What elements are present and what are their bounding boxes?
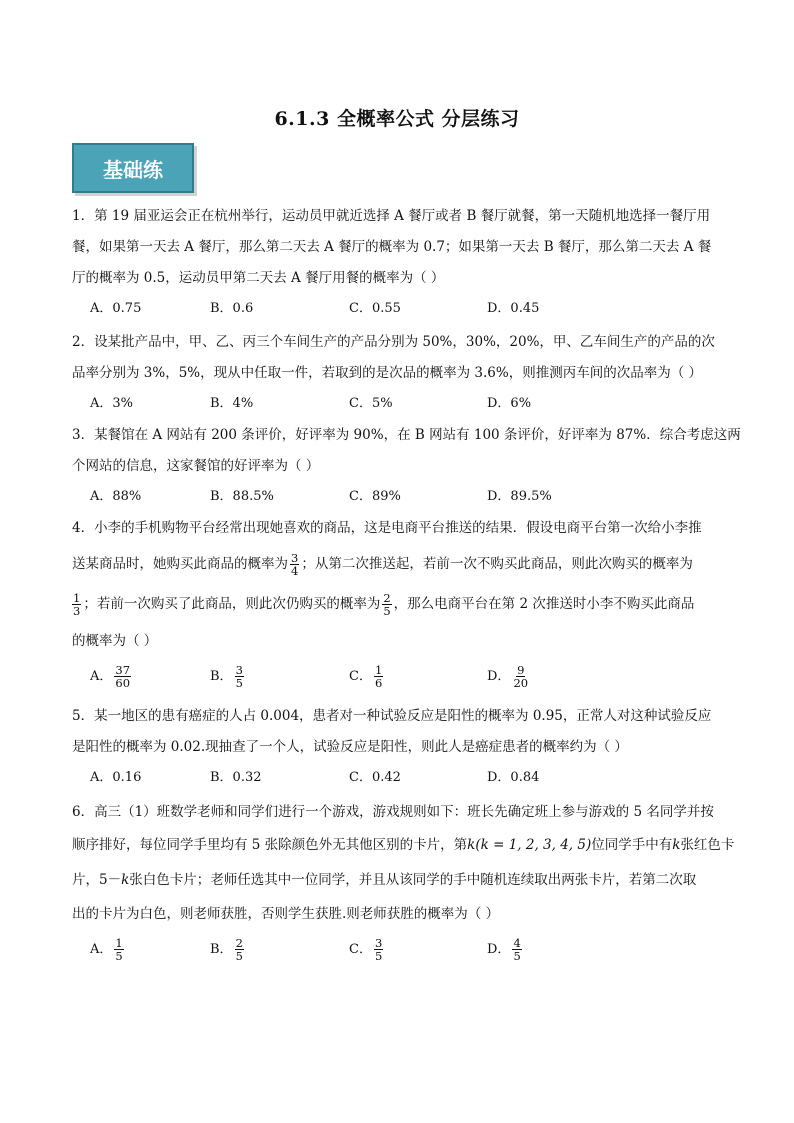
fraction-numerator: 3 [235,663,243,677]
q3-line-1: 3．某餐馆在 A 网站有 200 条评价，好评率为 90%，在 B 网站有 100 条评价，好评率为 87%．综合考虑这两 [72,427,741,443]
option-label: A． [90,669,113,684]
q5-option-c[interactable]: C．0.42 [349,770,401,785]
fraction-denominator: 5 [513,949,521,963]
fraction-denominator: 20 [513,676,529,690]
q3-option-b[interactable]: B．88.5% [210,489,274,504]
fraction-numerator: 1 [374,663,383,677]
q6-variable-k: k [467,837,476,853]
q6-k-range: (k = 1, 2, 3, 4, 5) [475,837,592,853]
fraction-numerator: 1 [73,591,81,605]
q5-option-a[interactable]: A．0.16 [90,770,142,785]
q6-line-3-text-a: 片，5－ [72,872,122,888]
option-label: C． [349,669,372,684]
fraction-denominator: 5 [235,676,243,690]
q6-variable-k: k [121,872,130,888]
fraction-denominator: 60 [115,676,131,690]
q6-line-2-text-b: 位同学手中有 [591,837,673,853]
fraction-numerator: 4 [513,936,521,950]
option-fraction [374,664,383,689]
q1-option-d[interactable]: D．0.45 [487,301,540,316]
q4-line-3-text-b: ，那么电商平台在第 2 次推送时小李不购买此商品 [393,596,695,612]
q6-option-d[interactable] [487,935,524,965]
q3-option-d[interactable]: D．89.5% [487,489,552,504]
fraction-numerator: 3 [291,551,299,565]
option-label: B． [210,942,233,957]
option-label: D． [487,669,511,684]
q4-line-2-text-a: 送某商品时，她购买此商品的概率为 [72,556,288,572]
option-fraction [512,937,521,962]
q1-option-c[interactable]: C．0.55 [349,301,401,316]
q4-fraction-2-5 [382,592,391,617]
option-label: D． [487,942,511,957]
q6-option-c[interactable] [349,935,385,965]
q5-line-1: 5．某一地区的患有癌症的人占 0.004，患者对一种试验反应是阳性的概率为 0.95，正常人对这种试验反应 [72,708,712,724]
fraction-numerator: 2 [235,936,243,950]
q4-line-2-text-b: ；从第二次推送起，若前一次不购买此商品，则此次购买的概率为 [301,556,693,572]
fraction-denominator: 5 [383,604,391,618]
q3-line-2: 个网站的信息，这家餐馆的好评率为（ ） [72,458,320,474]
q1-option-a[interactable]: A．0.75 [90,301,142,316]
q4-option-c[interactable] [349,662,385,692]
option-fraction [114,937,123,962]
fraction-denominator: 4 [291,564,299,578]
q2-option-a[interactable]: A．3% [90,396,134,411]
q4-line-3-text-a: ；若前一次购买了此商品，则此次仍购买的概率为 [83,596,381,612]
q6-line-2 [72,835,735,855]
option-fraction [235,664,244,689]
fraction-denominator: 3 [73,604,81,618]
option-fraction [512,664,529,689]
fraction-denominator: 5 [374,949,383,963]
q2-option-b[interactable]: B．4% [210,396,254,411]
fraction-numerator: 1 [115,936,123,950]
fraction-numerator: 9 [517,663,525,677]
q1-line-2: 餐，如果第一天去 A 餐厅，那么第二天去 A 餐厅的概率为 0.7；如果第一天去 B 餐厅，那么第二天去 A 餐 [72,239,712,255]
q1-option-b[interactable]: B．0.6 [210,301,254,316]
q6-line-2-text-a: 顺序排好，每位同学手里均有 5 张除颜色外无其他区别的卡片，第 [72,837,468,853]
q6-line-2-text-b2: 张红色卡 [680,837,735,853]
option-label: A． [90,942,113,957]
q4-line-1: 4．小李的手机购物平台经常出现她喜欢的商品，这是电商平台推送的结果．假设电商平台第一次给小李推 [72,520,702,536]
fraction-numerator: 3 [374,936,383,950]
fraction-denominator: 5 [235,949,243,963]
q4-line-4: 的概率为（ ） [72,633,158,649]
option-fraction [114,664,131,689]
q2-option-c[interactable]: C．5% [349,396,393,411]
q6-line-4: 出的卡片为白色，则老师获胜，否则学生获胜.则老师获胜的概率为（ ） [72,906,500,922]
fraction-numerator: 37 [115,663,131,677]
q3-option-c[interactable]: C．89% [349,489,401,504]
q4-option-a[interactable] [90,662,133,692]
q4-line-3 [72,590,722,618]
q1-line-1: 1．第 19 届亚运会正在杭州举行，运动员甲就近选择 A 餐厅或者 B 餐厅就餐，第一天随机地选择一餐厅用 [72,208,711,224]
q4-option-b[interactable] [210,662,246,692]
fraction-numerator: 2 [383,591,391,605]
q5-option-b[interactable]: B．0.32 [210,770,262,785]
option-label: C． [349,942,372,957]
q5-line-2: 是阳性的概率为 0.02.现抽查了一个人，试验反应是阳性，则此人是癌症患者的概率约为（ ） [72,739,628,755]
option-fraction [374,937,383,962]
q6-line-1: 6．高三（1）班数学老师和同学们进行一个游戏，游戏规则如下：班长先确定班上参与游戏的 5 名同学并按 [72,804,714,820]
q4-fraction-1-3 [72,592,81,617]
q3-option-a[interactable]: A．88% [90,489,142,504]
q5-option-d[interactable]: D．0.84 [487,770,540,785]
q2-option-d[interactable]: D．6% [487,396,532,411]
section-badge: 基础练 [72,143,194,193]
q4-line-2 [72,550,722,578]
q1-line-3: 厅的概率为 0.5，运动员甲第二天去 A 餐厅用餐的概率为（ ） [72,270,445,286]
q6-line-3 [72,870,722,890]
q6-line-3-text-b: 张白色卡片；老师任选其中一位同学，并且从该同学的手中随机连续取出两张卡片，若第二次取 [129,872,697,888]
q6-variable-k: k [672,837,681,853]
q4-fraction-3-4 [290,552,299,577]
q2-line-1: 2．设某批产品中，甲、乙、丙三个车间生产的产品分别为 50%，30%，20%，甲、乙车间生产的产品的次 [72,334,715,350]
q4-option-d[interactable] [487,662,531,692]
q6-option-a[interactable] [90,935,126,965]
fraction-denominator: 5 [115,949,123,963]
q2-line-2: 品率分别为 3%，5%，现从中任取一件，若取到的是次品的概率为 3.6%，则推测丙车间的次品率为（ ） [72,365,703,381]
option-fraction [235,937,244,962]
q6-option-b[interactable] [210,935,246,965]
page-title: 6.1.3 全概率公式 分层练习 [274,108,520,130]
fraction-denominator: 6 [374,676,383,690]
option-label: B． [210,669,233,684]
